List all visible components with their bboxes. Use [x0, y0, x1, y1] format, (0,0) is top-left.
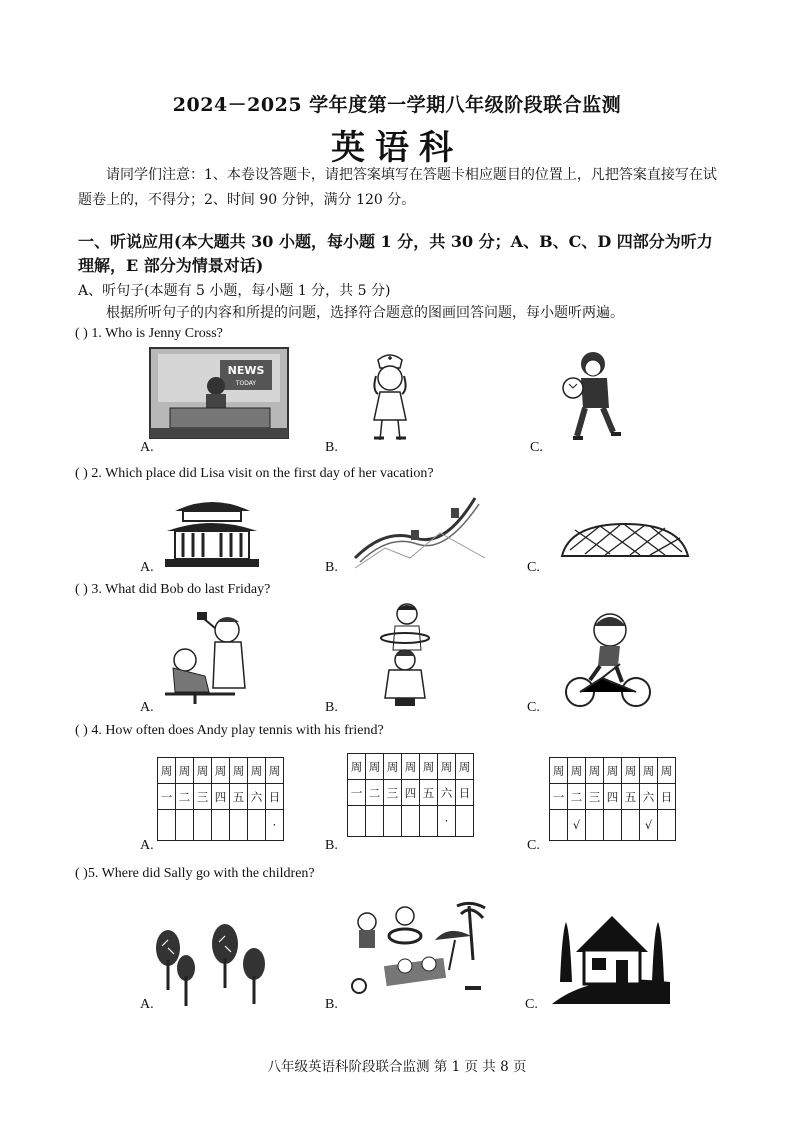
section-heading: 一、听说应用(本大题共 30 小题，每小题 1 分，共 30 分；A、B、C、D 四部分为听力理解，E 部分为情景对话) [78, 232, 713, 275]
calendar-option-b: 周 周 周 周 周 周 周 一 二 三 四 五 六 日 · [347, 753, 474, 837]
svg-text:TODAY: TODAY [235, 380, 257, 387]
notice-text: 请同学们注意：1、本卷设答题卡，请把答案填写在答题卡相应题目的位置上，凡把答案直接写在试题卷上的，不得分；2、时间 90 分钟，满分 120 分。 [78, 167, 717, 208]
q1-option-a-label: A. [140, 440, 154, 455]
palace-image [165, 493, 260, 568]
q2-option-a-label: A. [140, 560, 154, 575]
country-house-image [552, 902, 670, 1004]
calendar-option-a: 周 周 周 周 周 周 周 一 二 三 四 五 六 日 · [157, 757, 284, 841]
q1-option-c-label: C. [530, 440, 543, 455]
exam-title: 2024－2025 学年度第一学期八年级阶段联合监测 [172, 94, 622, 116]
q3-option-a-label: A. [140, 700, 154, 715]
q3-option-b-label: B. [325, 700, 338, 715]
q5-option-c-label: C. [525, 997, 538, 1012]
beach-image [345, 900, 495, 1000]
nurse-image [360, 350, 420, 445]
question-2: ( ) 2. Which place did Lisa visit on the first day of her vacation? [75, 466, 434, 481]
q5-option-a-label: A. [140, 997, 154, 1012]
q4-option-b-label: B. [325, 838, 338, 853]
question-5: ( )5. Where did Sally go with the children? [75, 866, 315, 881]
part-a-instruction: 根据所听句子的内容和所提的问题，选择符合题意的图画回答问题，每小题听两遍。 [106, 305, 624, 321]
football-girl-image [555, 348, 625, 448]
q4-option-c-label: C. [527, 838, 540, 853]
question-4: ( ) 4. How often does Andy play tennis with his friend? [75, 723, 384, 738]
q3-option-c-label: C. [527, 700, 540, 715]
q2-option-b-label: B. [325, 560, 338, 575]
part-a-heading: A、听句子(本题有 5 小题，每小题 1 分，共 5 分) [78, 283, 391, 299]
q4-option-a-label: A. [140, 838, 154, 853]
q1-option-b-label: B. [325, 440, 338, 455]
q2-option-c-label: C. [527, 560, 540, 575]
calendar-option-c: 周 周 周 周 周 周 周 一 二 三 四 五 六 日 √ √ [549, 757, 676, 841]
boy-cycling-image [560, 608, 655, 708]
dentist-image [155, 608, 260, 708]
q5-option-b-label: B. [325, 997, 338, 1012]
haircut-image [375, 600, 435, 708]
svg-text:NEWS: NEWS [227, 364, 265, 377]
page-footer: 八年级英语科阶段联合监测 第 1 页 共 8 页 [267, 1059, 527, 1075]
news-anchor-image [150, 348, 290, 440]
great-wall-image [355, 488, 485, 570]
trees-image [150, 920, 270, 1010]
question-3: ( ) 3. What did Bob do last Friday? [75, 582, 271, 597]
question-1: ( ) 1. Who is Jenny Cross? [75, 326, 223, 341]
birds-nest-stadium-image [560, 520, 690, 560]
subject-title: 英语科 [331, 128, 463, 168]
